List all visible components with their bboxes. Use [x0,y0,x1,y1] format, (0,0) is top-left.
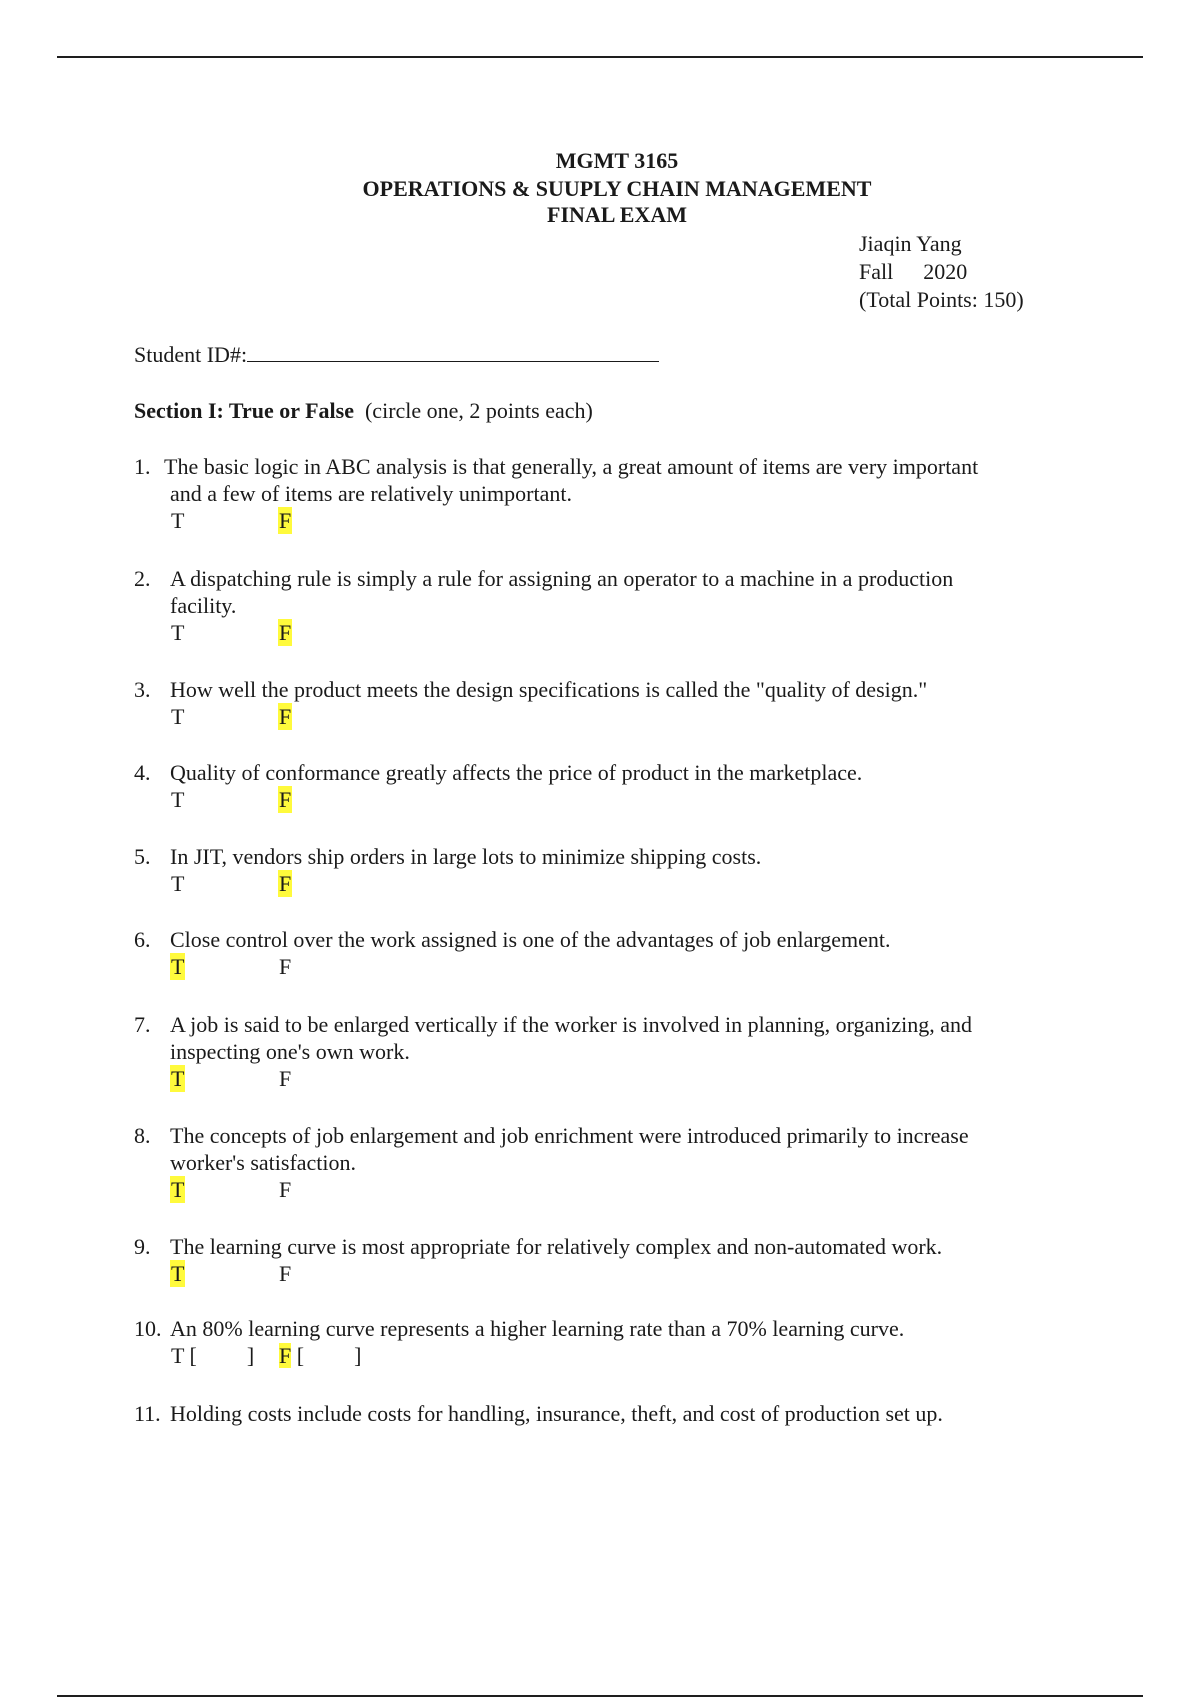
true-option[interactable]: T [171,787,185,812]
question-text: How well the product meets the design specifications is called the "quality of design." [170,677,928,702]
top-rule [57,56,1143,58]
question-text: Close control over the work assigned is one of the advantages of job enlargement. [170,927,891,952]
false-option-selected[interactable]: F [279,704,292,729]
student-id-line [134,341,659,369]
false-option-selected[interactable]: F [279,620,292,645]
question-text-cont: worker's satisfaction. [170,1150,357,1175]
question-text-cont: inspecting one's own work. [170,1039,410,1064]
question-number: 4. [134,760,151,785]
false-option-selected[interactable]: F [279,787,292,812]
student-id-label: Student ID#: [134,342,248,367]
answer-options [170,870,1074,897]
false-option[interactable]: F [279,1066,292,1091]
true-option-selected[interactable]: T [171,954,185,979]
question-number: 3. [134,677,151,702]
false-letter-selected: F [279,1343,292,1368]
question-number: 7. [134,1012,151,1037]
question-text: The concepts of job enlargement and job enrichment were introduced primarily to increase [170,1123,969,1148]
false-option[interactable]: F [279,954,292,979]
course-code: MGMT 3165 [555,148,679,173]
answer-options [170,507,1074,534]
question-text-cont: facility. [170,593,237,618]
false-bracket-open: [ [296,1343,305,1368]
question-text: In JIT, vendors ship orders in large lots to minimize shipping costs. [170,844,762,869]
true-option[interactable]: T [171,620,185,645]
term-season: Fall [859,259,894,284]
true-bracket-open: [ [189,1343,197,1368]
question-3 [134,676,1074,730]
true-option[interactable] [170,1342,255,1369]
true-option-selected[interactable]: T [171,1066,185,1091]
term [859,258,967,286]
true-option-selected[interactable]: T [171,1177,185,1202]
answer-options [170,953,1074,980]
student-id-blank[interactable] [247,341,659,362]
question-6 [134,926,1074,980]
question-number: 8. [134,1123,151,1148]
section-instructions: (circle one, 2 points each) [364,398,593,423]
question-number: 1. [134,454,151,479]
question-number: 10. [134,1316,162,1341]
question-9 [134,1233,1074,1287]
question-5 [134,843,1074,897]
answer-options [170,1176,1074,1203]
term-year: 2020 [923,259,968,284]
true-bracket-close: ] [246,1343,255,1368]
question-text: An 80% learning curve represents a higher learning rate than a 70% learning curve. [170,1316,905,1341]
question-2 [134,565,1074,646]
false-option-selected[interactable]: F [279,871,292,896]
section-title: Section I: True or False [134,398,354,423]
false-option-selected[interactable]: F [279,508,292,533]
course-title: OPERATIONS & SUUPLY CHAIN MANAGEMENT [362,176,872,201]
false-option[interactable]: F [279,1177,292,1202]
answer-options [170,1342,1074,1369]
answer-options [170,1065,1074,1092]
answer-options [170,619,1074,646]
question-number: 2. [134,566,151,591]
true-option[interactable]: T [171,704,185,729]
false-option[interactable] [278,1342,362,1369]
question-number: 5. [134,844,151,869]
false-bracket-close: ] [354,1343,362,1368]
question-number: 9. [134,1234,151,1259]
question-11 [134,1400,1074,1427]
question-text: Holding costs include costs for handling, insurance, theft, and cost of production set up. [170,1401,943,1426]
true-option[interactable]: T [171,871,185,896]
question-text: A dispatching rule is simply a rule for assigning an operator to a machine in a production [170,566,954,591]
bottom-rule [57,1695,1143,1697]
false-option[interactable]: F [279,1261,292,1286]
question-text: The basic logic in ABC analysis is that generally, a great amount of items are very important [164,454,979,479]
question-text: Quality of conformance greatly affects the price of product in the marketplace. [170,760,863,785]
question-10 [134,1315,1074,1369]
question-text-cont: and a few of items are relatively unimportant. [170,481,572,506]
question-text: The learning curve is most appropriate for relatively complex and non-automated work. [170,1234,943,1259]
answer-options [170,1260,1074,1287]
question-number: 6. [134,927,151,952]
true-letter: T [171,1343,185,1368]
true-option[interactable]: T [171,508,185,533]
question-8 [134,1122,1074,1203]
question-4 [134,759,1074,813]
answer-options [170,703,1074,730]
question-number: 11. [134,1401,161,1426]
exam-title: FINAL EXAM [547,202,687,227]
section-heading [134,397,593,425]
total-points: (Total Points: 150) [859,287,1024,312]
question-7 [134,1011,1074,1092]
true-option-selected[interactable]: T [171,1261,185,1286]
answer-options [170,786,1074,813]
question-1 [134,453,1074,534]
question-text: A job is said to be enlarged vertically if the worker is involved in planning, organizing, and [170,1012,973,1037]
instructor-name: Jiaqin Yang [859,231,962,256]
